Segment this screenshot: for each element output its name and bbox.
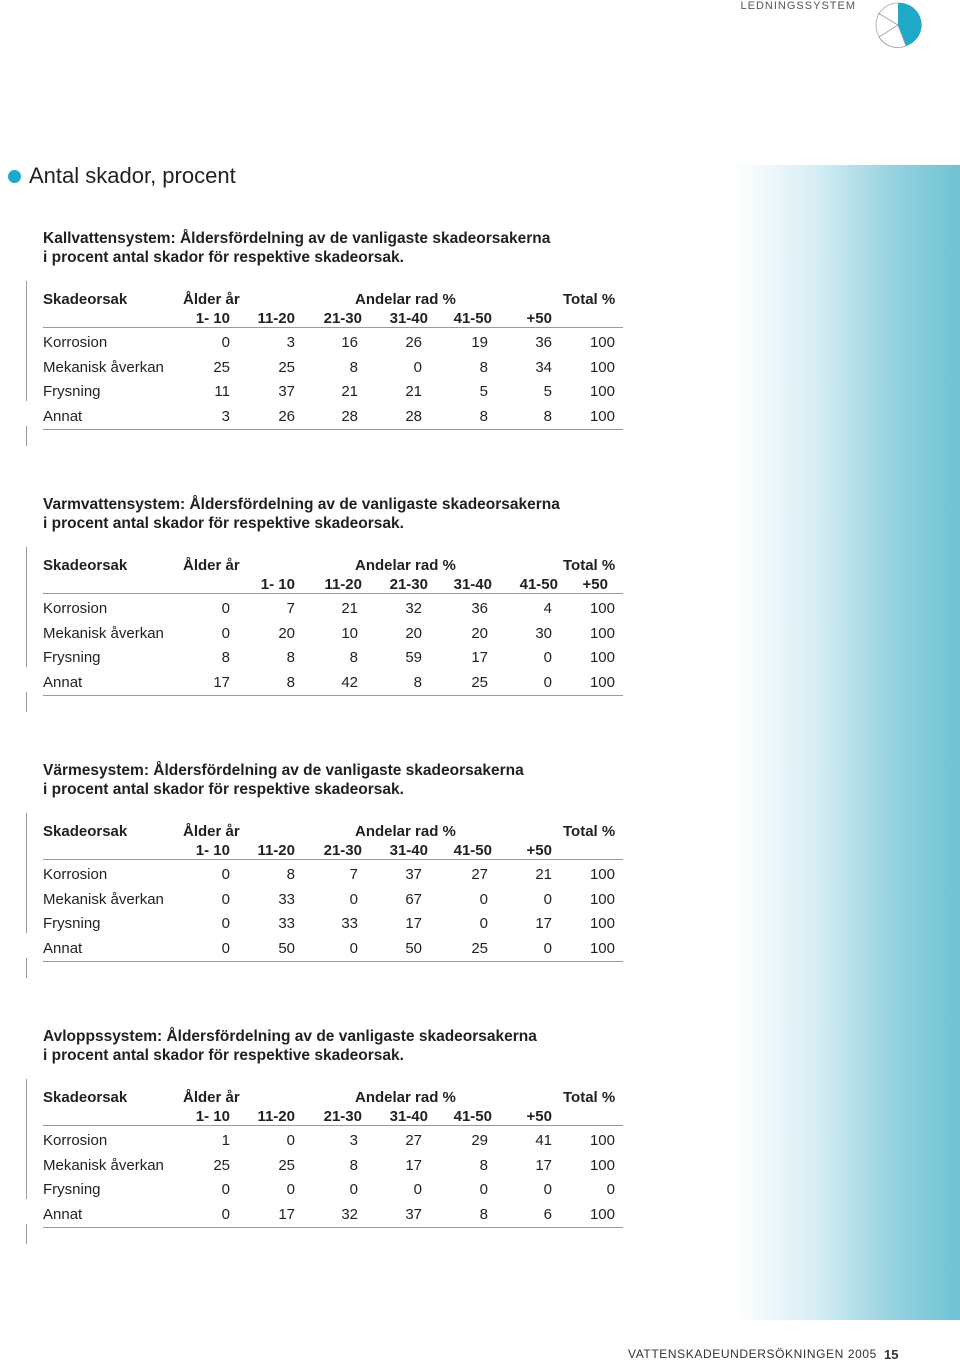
header-age-3: 21-30	[389, 576, 428, 593]
row-value: 100	[589, 939, 615, 957]
header-alder: Ålder år	[183, 1089, 240, 1106]
row-value: 0	[221, 939, 230, 957]
table-title-line1: Värmesystem: Åldersfördelning av de vanligaste skadeorsakerna	[43, 762, 524, 779]
row-value: 0	[543, 673, 552, 691]
row-value: 8	[479, 407, 488, 425]
damage-table-2	[43, 495, 625, 696]
row-value: 0	[543, 890, 552, 908]
row-value: 0	[349, 939, 358, 957]
row-value: 4	[543, 600, 552, 617]
table-row	[43, 380, 625, 405]
header-skadeorsak: Skadeorsak	[43, 823, 128, 840]
row-value: 20	[278, 624, 295, 642]
row-value: 25	[471, 673, 488, 691]
margin-rule	[26, 958, 27, 978]
row-value: 20	[405, 624, 422, 642]
table-title	[43, 229, 625, 267]
header-age-4: 31-40	[453, 576, 492, 593]
row-value: 50	[278, 939, 295, 957]
table-row	[43, 622, 625, 647]
row-value: 0	[543, 939, 552, 957]
bullet-icon	[8, 170, 21, 183]
row-value: 100	[589, 624, 615, 642]
row-label: Frysning	[43, 1181, 101, 1198]
header-age-1: 1- 10	[195, 1108, 230, 1125]
row-value: 0	[221, 1205, 230, 1223]
row-value: 0	[606, 1181, 615, 1198]
row-value: 25	[471, 939, 488, 957]
row-value: 7	[349, 866, 358, 883]
row-label: Annat	[43, 673, 83, 691]
table-rows	[43, 860, 625, 961]
damage-table-4	[43, 1027, 625, 1228]
table-title-line2: i procent antal skador för respektive skadeorsak.	[43, 249, 404, 266]
row-value: 0	[221, 334, 230, 351]
pie-logo-icon	[874, 1, 922, 49]
row-value: 25	[213, 1156, 230, 1174]
header-age-4: 31-40	[389, 842, 428, 859]
header-skadeorsak: Skadeorsak	[43, 1089, 128, 1106]
row-value: 8	[479, 1205, 488, 1223]
row-value: 33	[278, 890, 295, 908]
header-total: Total %	[563, 557, 616, 574]
row-value: 27	[471, 866, 488, 883]
header-age-5: 41-50	[519, 576, 558, 593]
row-value: 16	[341, 334, 358, 351]
row-value: 0	[221, 600, 230, 617]
row-value: 3	[286, 334, 295, 351]
row-value: 8	[221, 649, 230, 666]
row-label: Korrosion	[43, 866, 108, 883]
header-alder: Ålder år	[183, 823, 240, 840]
table-row	[43, 1154, 625, 1179]
header-label: LEDNINGSSYSTEM	[740, 0, 856, 12]
table-rows	[43, 328, 625, 429]
row-value: 6	[543, 1205, 552, 1223]
margin-rule	[26, 1079, 27, 1199]
table-row	[43, 1203, 625, 1228]
row-value: 20	[471, 624, 488, 642]
row-value: 8	[349, 358, 358, 376]
header-age-4: 31-40	[389, 310, 428, 327]
header-total: Total %	[563, 1089, 616, 1106]
row-value: 17	[405, 915, 422, 932]
table-row	[43, 1129, 625, 1154]
table-row	[43, 356, 625, 381]
damage-table-3	[43, 761, 625, 962]
row-value: 8	[543, 407, 552, 425]
row-value: 25	[278, 1156, 295, 1174]
header-age-6: +50	[582, 576, 608, 593]
margin-rule	[26, 813, 27, 933]
row-label: Mekanisk åverkan	[43, 358, 164, 376]
row-label: Mekanisk åverkan	[43, 890, 164, 908]
row-value: 25	[278, 358, 295, 376]
header-age-4: 31-40	[389, 1108, 428, 1125]
row-value: 0	[286, 1132, 295, 1149]
row-value: 5	[543, 383, 552, 400]
table-title	[43, 1027, 625, 1065]
row-value: 37	[405, 866, 422, 883]
row-value: 32	[341, 1205, 358, 1223]
table-title-line2: i procent antal skador för respektive skadeorsak.	[43, 515, 404, 532]
row-value: 0	[349, 890, 358, 908]
header-age-3: 21-30	[323, 1108, 362, 1125]
table-row	[43, 888, 625, 913]
row-label: Mekanisk åverkan	[43, 624, 164, 642]
margin-rule	[26, 547, 27, 667]
row-value: 100	[589, 1132, 615, 1149]
row-value: 8	[349, 649, 358, 666]
row-value: 8	[349, 1156, 358, 1174]
margin-rule	[26, 692, 27, 712]
header-age-1: 1- 10	[195, 310, 230, 327]
header-andelar: Andelar rad %	[355, 1089, 456, 1106]
table-title-line2: i procent antal skador för respektive skadeorsak.	[43, 781, 404, 798]
margin-rule	[26, 426, 27, 446]
header-skadeorsak: Skadeorsak	[43, 557, 128, 574]
table-header	[43, 549, 625, 593]
table-row	[43, 671, 625, 696]
row-value: 32	[405, 600, 422, 617]
row-value: 100	[589, 1205, 615, 1223]
row-value: 0	[221, 624, 230, 642]
table-title-line2: i procent antal skador för respektive skadeorsak.	[43, 1047, 404, 1064]
header-age-6: +50	[526, 310, 552, 327]
row-value: 0	[286, 1181, 295, 1198]
row-label: Korrosion	[43, 600, 108, 617]
header-age-5: 41-50	[453, 842, 492, 859]
row-value: 21	[405, 383, 422, 400]
row-value: 19	[471, 334, 488, 351]
row-value: 10	[341, 624, 358, 642]
row-value: 25	[213, 358, 230, 376]
row-value: 8	[413, 673, 422, 691]
row-value: 17	[213, 673, 230, 691]
row-value: 30	[535, 624, 552, 642]
row-value: 29	[471, 1132, 488, 1149]
row-label: Annat	[43, 407, 83, 425]
table-title	[43, 495, 625, 533]
row-label: Annat	[43, 939, 83, 957]
header-alder: Ålder år	[183, 291, 240, 308]
row-value: 100	[589, 407, 615, 425]
header-andelar: Andelar rad %	[355, 557, 456, 574]
header-age-3: 21-30	[323, 310, 362, 327]
section-title	[8, 163, 236, 189]
row-label: Frysning	[43, 383, 101, 400]
section-title-text: Antal skador, procent	[29, 163, 236, 188]
row-value: 100	[589, 673, 615, 691]
table-header	[43, 283, 625, 327]
row-value: 0	[479, 915, 488, 932]
header-age-2: 11-20	[324, 576, 362, 593]
table-row	[43, 405, 625, 430]
row-value: 100	[589, 890, 615, 908]
row-label: Frysning	[43, 915, 101, 932]
row-value: 0	[221, 890, 230, 908]
row-value: 8	[286, 866, 295, 883]
row-value: 100	[589, 915, 615, 932]
footer-label: VATTENSKADEUNDERSÖKNINGEN 2005	[628, 1347, 877, 1361]
header-age-2: 11-20	[257, 842, 295, 859]
row-label: Frysning	[43, 649, 101, 666]
table-header	[43, 1081, 625, 1125]
header-age-2: 11-20	[257, 1108, 295, 1125]
row-value: 33	[278, 915, 295, 932]
row-value: 50	[405, 939, 422, 957]
row-value: 8	[479, 358, 488, 376]
row-value: 100	[589, 600, 615, 617]
row-value: 42	[341, 673, 358, 691]
row-value: 5	[479, 383, 488, 400]
row-value: 17	[535, 915, 552, 932]
row-value: 100	[589, 334, 615, 351]
row-value: 3	[221, 407, 230, 425]
bottom-rule	[43, 961, 623, 962]
row-value: 59	[405, 649, 422, 666]
bottom-rule	[43, 695, 623, 696]
table-row	[43, 863, 625, 888]
row-value: 0	[413, 358, 422, 376]
header-total: Total %	[563, 823, 616, 840]
margin-rule	[26, 281, 27, 401]
row-value: 37	[278, 383, 295, 400]
table-row	[43, 597, 625, 622]
row-value: 28	[405, 407, 422, 425]
header-age-1: 1- 10	[260, 576, 295, 593]
row-value: 0	[221, 1181, 230, 1198]
row-value: 27	[405, 1132, 422, 1149]
row-value: 26	[278, 407, 295, 425]
row-value: 21	[341, 383, 358, 400]
row-value: 17	[405, 1156, 422, 1174]
row-value: 3	[349, 1132, 358, 1149]
row-value: 100	[589, 866, 615, 883]
table-rows	[43, 594, 625, 695]
row-value: 0	[221, 915, 230, 932]
header-andelar: Andelar rad %	[355, 823, 456, 840]
row-value: 8	[286, 649, 295, 666]
row-value: 0	[479, 890, 488, 908]
row-value: 67	[405, 890, 422, 908]
row-value: 17	[278, 1205, 295, 1223]
table-title-line1: Avloppssystem: Åldersfördelning av de vanligaste skadeorsakerna	[43, 1028, 537, 1045]
row-value: 100	[589, 383, 615, 400]
header-andelar: Andelar rad %	[355, 291, 456, 308]
table-rows	[43, 1126, 625, 1227]
row-value: 0	[543, 649, 552, 666]
row-value: 7	[286, 600, 295, 617]
row-value: 37	[405, 1205, 422, 1223]
table-title-line1: Kallvattensystem: Åldersfördelning av de vanligaste skadeorsakerna	[43, 230, 551, 247]
header-skadeorsak: Skadeorsak	[43, 291, 128, 308]
row-label: Annat	[43, 1205, 83, 1223]
row-value: 36	[471, 600, 488, 617]
table-header	[43, 815, 625, 859]
row-value: 28	[341, 407, 358, 425]
header-age-5: 41-50	[453, 1108, 492, 1125]
row-value: 0	[413, 1181, 422, 1198]
row-value: 100	[589, 1156, 615, 1174]
row-value: 0	[349, 1181, 358, 1198]
damage-table-1	[43, 229, 625, 430]
page-number: 15	[884, 1347, 899, 1362]
row-value: 17	[471, 649, 488, 666]
row-value: 100	[589, 649, 615, 666]
header-age-6: +50	[526, 842, 552, 859]
row-value: 8	[479, 1156, 488, 1174]
header-age-2: 11-20	[257, 310, 295, 327]
row-value: 11	[214, 383, 230, 400]
row-label: Korrosion	[43, 334, 108, 351]
row-value: 34	[535, 358, 552, 376]
row-value: 0	[543, 1181, 552, 1198]
header-age-5: 41-50	[453, 310, 492, 327]
header-age-1: 1- 10	[195, 842, 230, 859]
row-value: 8	[286, 673, 295, 691]
table-row	[43, 912, 625, 937]
header-total: Total %	[563, 291, 616, 308]
row-value: 0	[479, 1181, 488, 1198]
row-value: 33	[341, 915, 358, 932]
row-value: 41	[535, 1132, 552, 1149]
row-value: 17	[535, 1156, 552, 1174]
table-row	[43, 331, 625, 356]
row-value: 36	[535, 334, 552, 351]
bottom-rule	[43, 1227, 623, 1228]
row-value: 1	[221, 1132, 230, 1149]
row-value: 21	[535, 866, 552, 883]
table-title	[43, 761, 625, 799]
row-label: Korrosion	[43, 1132, 108, 1149]
header-age-3: 21-30	[323, 842, 362, 859]
table-row	[43, 646, 625, 671]
row-value: 0	[221, 866, 230, 883]
row-label: Mekanisk åverkan	[43, 1156, 164, 1174]
table-row	[43, 1178, 625, 1203]
header-age-6: +50	[526, 1108, 552, 1125]
header-alder: Ålder år	[183, 557, 240, 574]
table-row	[43, 937, 625, 962]
row-value: 100	[589, 358, 615, 376]
table-title-line1: Varmvattensystem: Åldersfördelning av de vanligaste skadeorsakerna	[43, 496, 560, 513]
decorative-gradient-band	[735, 165, 960, 1320]
row-value: 26	[405, 334, 422, 351]
row-value: 21	[341, 600, 358, 617]
bottom-rule	[43, 429, 623, 430]
margin-rule	[26, 1224, 27, 1244]
